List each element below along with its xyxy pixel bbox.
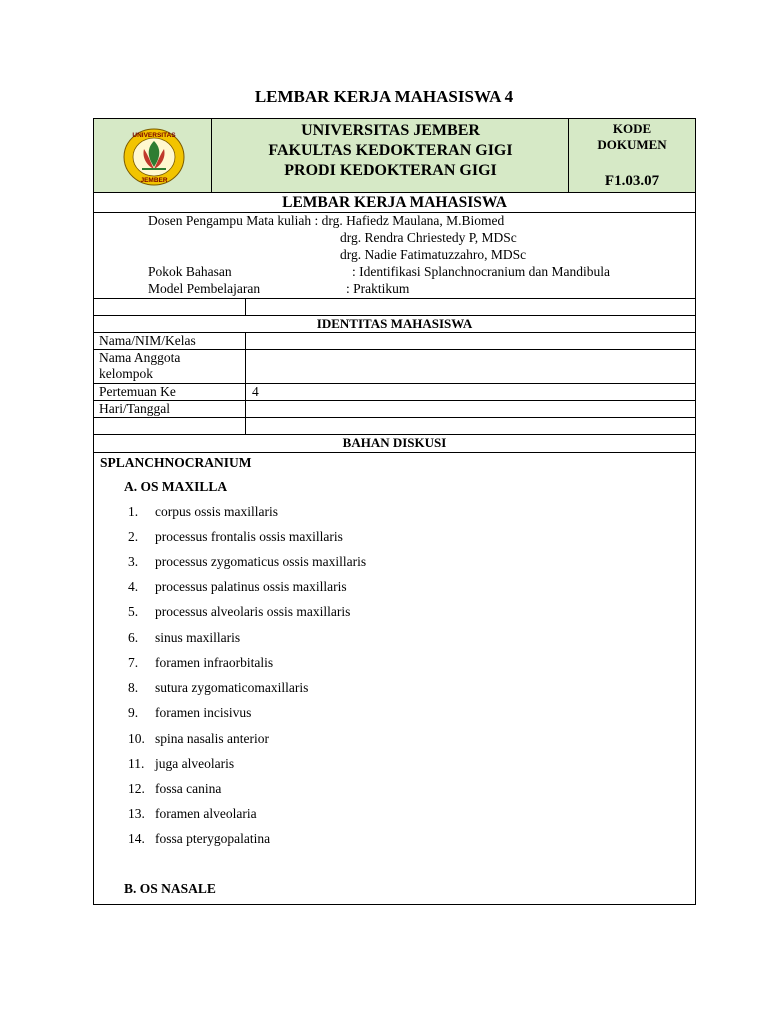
- list-item-number: 13.: [128, 806, 145, 821]
- identitas-value-pertemuan: 4: [252, 384, 259, 399]
- lkm-heading: LEMBAR KERJA MAHASISWA: [282, 194, 507, 211]
- list-item-number: 3.: [128, 554, 139, 569]
- divider: [94, 298, 695, 299]
- list-item: juga alveolaris: [155, 756, 235, 771]
- list-item: sinus maxillaris: [155, 630, 241, 645]
- list-item-number: 4.: [128, 579, 139, 594]
- list-item-number: 8.: [128, 680, 139, 695]
- list-item: corpus ossis maxillaris: [155, 504, 278, 519]
- list-item: spina nasalis anterior: [155, 731, 269, 746]
- divider: [94, 383, 695, 384]
- list-item: processus palatinus ossis maxillaris: [155, 579, 347, 594]
- list-item-number: 12.: [128, 781, 145, 796]
- list-item-number: 2.: [128, 529, 139, 544]
- list-item: processus zygomaticus ossis maxillaris: [155, 554, 367, 569]
- list-item: foramen infraorbitalis: [155, 655, 274, 670]
- section-splanchnocranium: SPLANCHNOCRANIUM: [100, 455, 252, 470]
- list-item-number: 9.: [128, 705, 139, 720]
- program-name: PRODI KEDOKTERAN GIGI: [284, 162, 497, 179]
- list-item-number: 11.: [128, 756, 145, 771]
- subsection-os-maxilla: A. OS MAXILLA: [124, 479, 228, 494]
- identitas-label-nama: Nama/NIM/Kelas: [99, 333, 196, 348]
- pokok-value: : Identifikasi Splanchnocranium dan Mandibula: [352, 264, 610, 279]
- divider: [94, 349, 695, 350]
- dosen-line-3: drg. Nadie Fatimatuzzahro, MDSc: [340, 247, 527, 262]
- divider: [94, 452, 695, 453]
- list-item: foramen incisivus: [155, 705, 252, 720]
- divider: [245, 298, 246, 315]
- list-item: foramen alveolaria: [155, 806, 257, 821]
- list-item: fossa pterygopalatina: [155, 831, 271, 846]
- university-name: UNIVERSITAS JEMBER: [301, 122, 480, 139]
- pokok-label: Pokok Bahasan: [148, 264, 232, 279]
- document-code-value: F1.03.07: [604, 173, 660, 189]
- document-code-label-1: KODE: [612, 121, 652, 136]
- list-item-number: 6.: [128, 630, 139, 645]
- divider: [94, 400, 695, 401]
- identitas-label-anggota-1: Nama Anggota: [99, 350, 181, 365]
- identitas-label-hari: Hari/Tanggal: [99, 401, 171, 416]
- logo-text-top: UNIVERSITAS: [132, 132, 176, 139]
- list-item: processus alveolaris ossis maxillaris: [155, 604, 351, 619]
- logo-emblem: [122, 127, 186, 187]
- identitas-label-pertemuan: Pertemuan Ke: [99, 384, 176, 399]
- document-code-label-2: DOKUMEN: [597, 137, 667, 152]
- list-item-number: 1.: [128, 504, 139, 519]
- divider: [211, 119, 212, 192]
- list-item-number: 5.: [128, 604, 139, 619]
- model-label: Model Pembelajaran: [148, 281, 261, 296]
- list-item: sutura zygomaticomaxillaris: [155, 680, 309, 695]
- identitas-label-anggota-2: kelompok: [99, 366, 153, 381]
- divider: [245, 332, 246, 434]
- university-block: [212, 121, 569, 181]
- divider: [568, 119, 569, 192]
- identitas-heading: IDENTITAS MAHASISWA: [316, 316, 473, 331]
- university-logo: [122, 127, 186, 187]
- document-code-block: [569, 121, 695, 153]
- worksheet-frame: [93, 118, 696, 905]
- list-item-number: 14.: [128, 831, 145, 846]
- model-value: : Praktikum: [346, 281, 410, 296]
- list-item-number: 7.: [128, 655, 139, 670]
- list-item: fossa canina: [155, 781, 222, 796]
- document-title: LEMBAR KERJA MAHASISWA 4: [254, 87, 514, 106]
- dosen-line-2: drg. Rendra Chriestedy P, MDSc: [340, 230, 517, 245]
- divider: [94, 192, 695, 193]
- diskusi-heading: BAHAN DISKUSI: [342, 435, 447, 450]
- faculty-name: FAKULTAS KEDOKTERAN GIGI: [268, 142, 513, 159]
- list-item: processus frontalis ossis maxillaris: [155, 529, 343, 544]
- subsection-os-nasale: B. OS NASALE: [124, 881, 216, 896]
- list-item-number: 10.: [128, 731, 145, 746]
- logo-text-bottom: JEMBER: [140, 177, 168, 184]
- divider: [94, 417, 695, 418]
- dosen-line-1: Dosen Pengampu Mata kuliah : drg. Hafiedz Maulana, M.Biomed: [148, 213, 505, 228]
